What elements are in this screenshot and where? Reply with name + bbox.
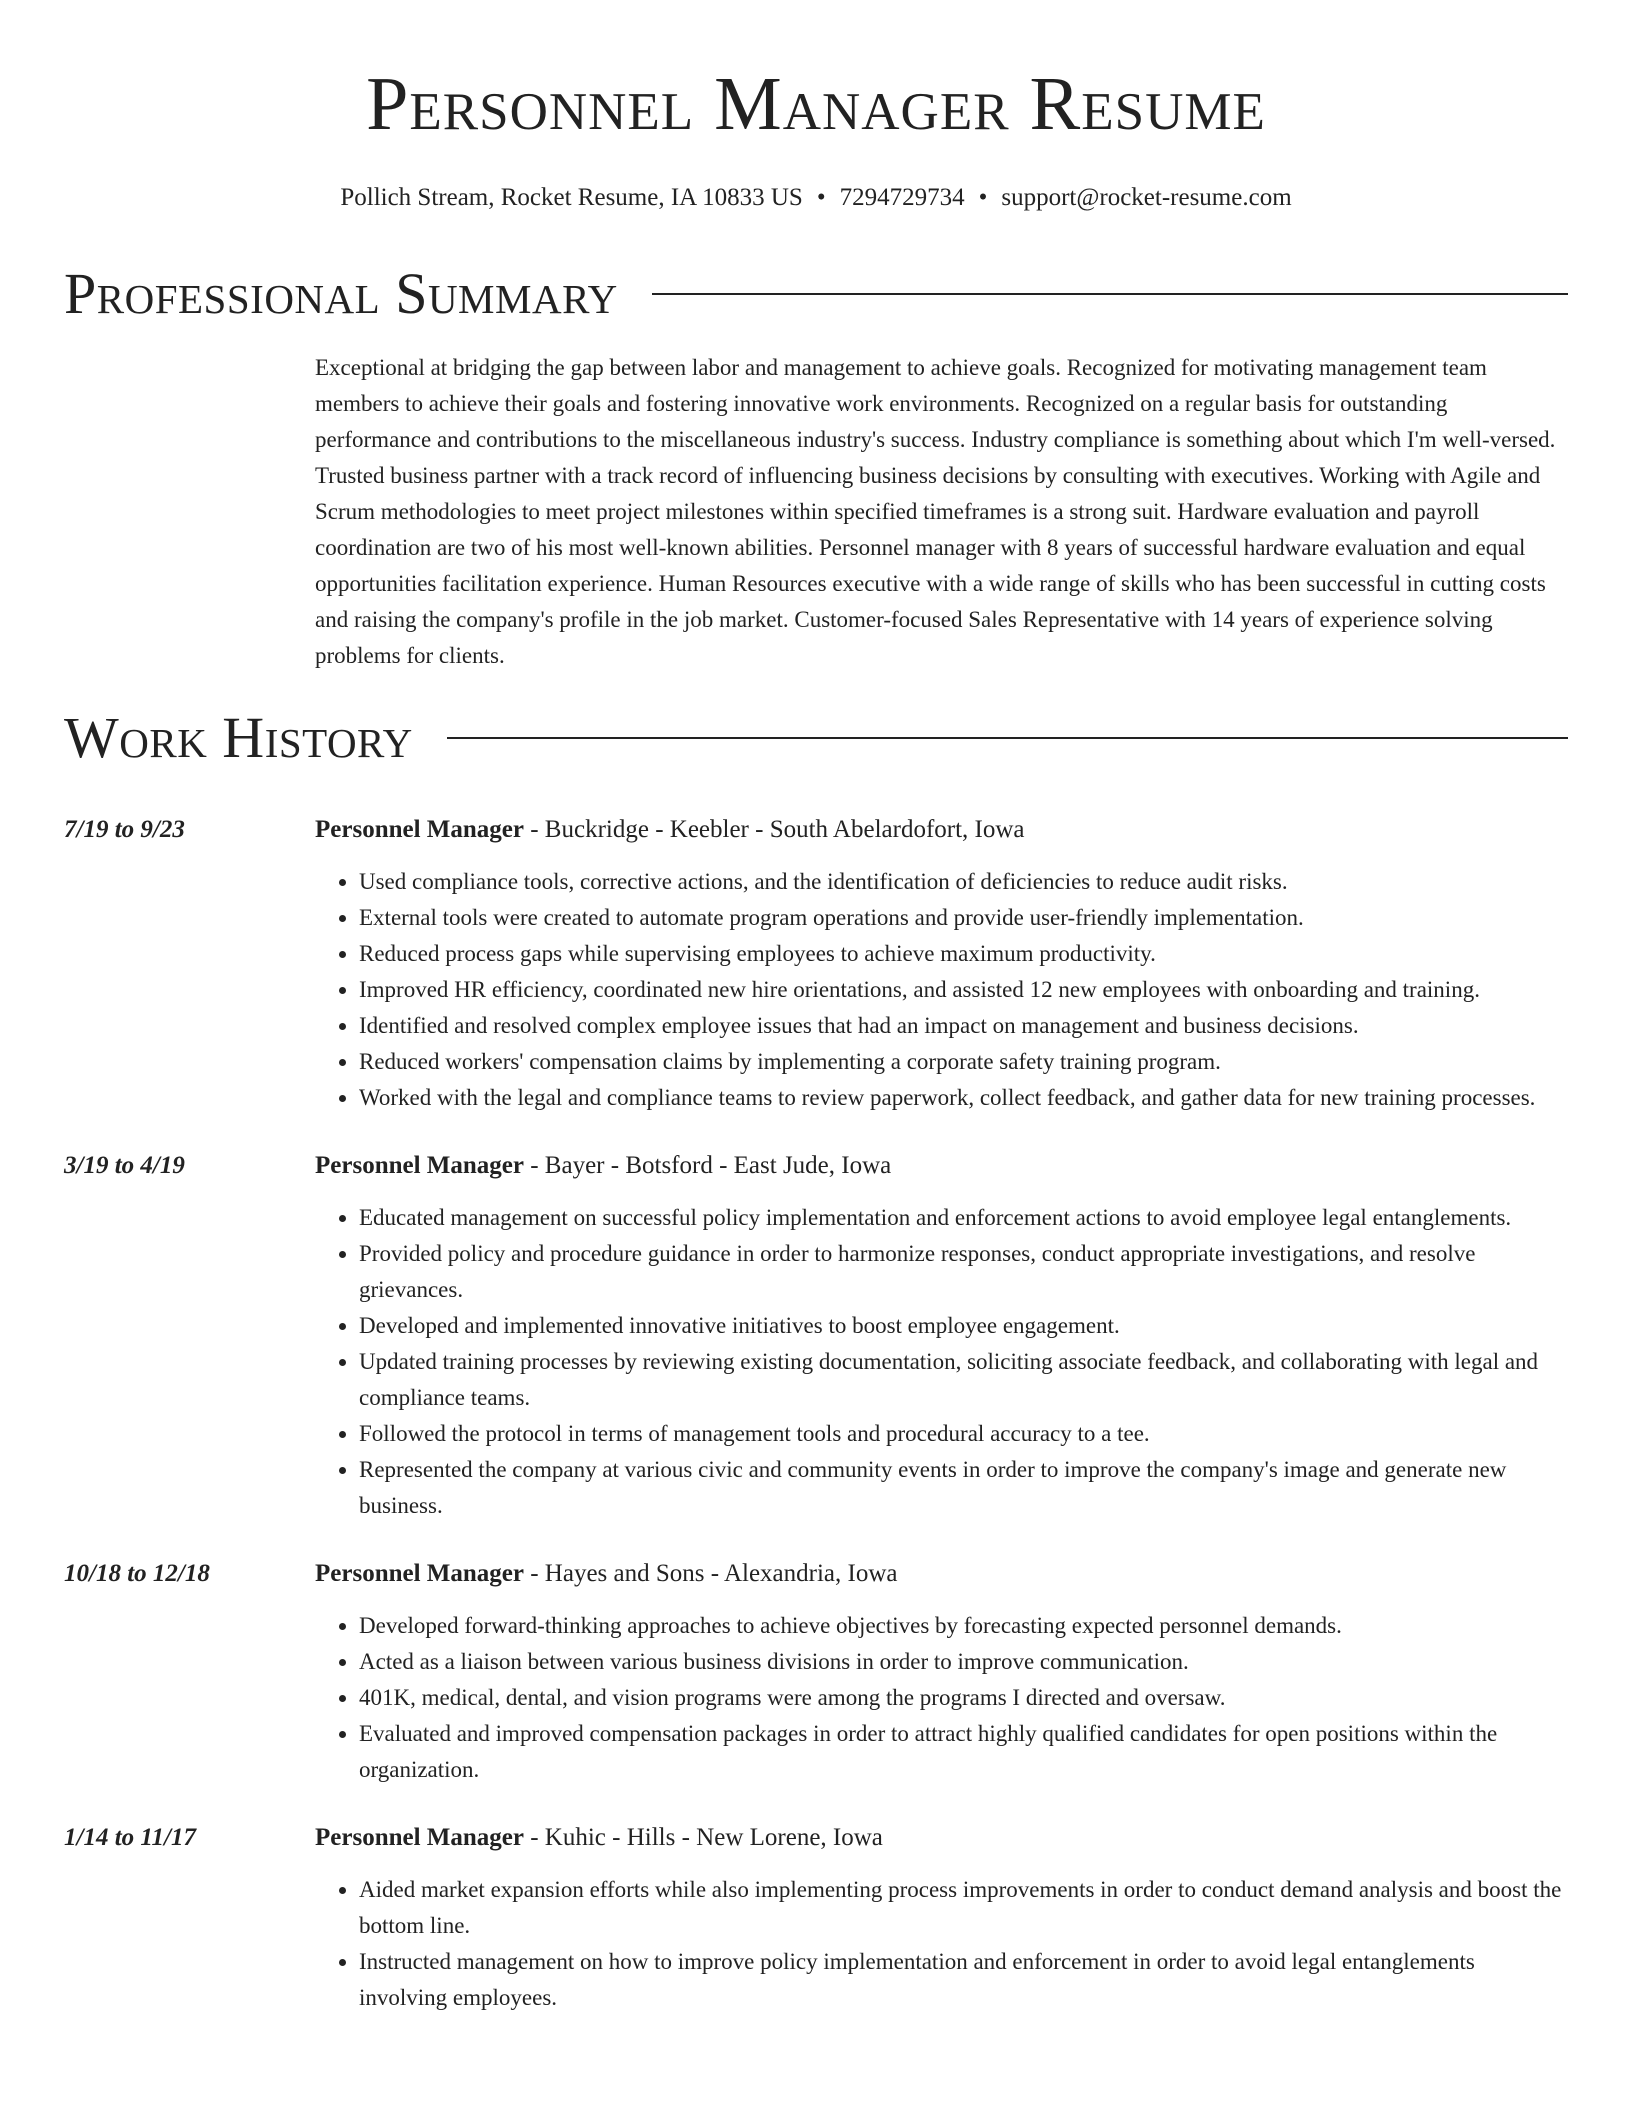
list-item: • Reduced process gaps while supervising employees to achieve maximum productivity. bbox=[359, 936, 1568, 972]
list-item: • Evaluated and improved compensation packages in order to attract highly qualified candidates for open positions within the organization. bbox=[359, 1716, 1568, 1788]
contact-line bbox=[64, 182, 1568, 214]
job-body bbox=[315, 1556, 1568, 1788]
summary-text: Exceptional at bridging the gap between labor and management to achieve goals. Recognized for motivating management team members to achieve their goals and fostering innovative work environments. Recognized on a regular basis for outstanding performance and contributions to the miscellaneous industry's success. Industry compliance is something about which I'm well-versed. Trusted business partner with a track record of influencing business decisions by consulting with executives. Working with Agile and Scrum methodologies to meet project milestones within specified timeframes is a strong suit. Hardware evaluation and payroll coordination are two of his most well-known abilities. Personnel manager with 8 years of successful hardware evaluation and equal opportunities facilitation experience. Human Resources executive with a wide range of skills who has been successful in cutting costs and raising the company's profile in the job market. Customer-focused Sales Representative with 14 years of experience solving problems for clients. bbox=[315, 355, 1556, 668]
job-title-line bbox=[315, 812, 1568, 848]
job-entry bbox=[64, 812, 1568, 1116]
list-item: • Aided market expansion efforts while also implementing process improvements in order to conduct demand analysis and boost the bottom line. bbox=[359, 1872, 1568, 1944]
job-title-line bbox=[315, 1556, 1568, 1592]
job-body bbox=[315, 1820, 1568, 2016]
section-divider bbox=[447, 737, 1568, 739]
job-entry bbox=[64, 1820, 1568, 2016]
job-company: - Hayes and Sons - Alexandria, Iowa bbox=[523, 1560, 898, 1587]
job-dates: 1/14 to 11/17 bbox=[64, 1824, 196, 1851]
resume-title: Personnel Manager Resume bbox=[366, 62, 1266, 146]
list-item: • Represented the company at various civic and community events in order to improve the company's image and generate new business. bbox=[359, 1452, 1568, 1524]
job-bullets bbox=[315, 1200, 1568, 1524]
job-role: Personnel Manager bbox=[315, 1824, 524, 1851]
job-dates: 3/19 to 4/19 bbox=[64, 1152, 185, 1179]
job-dates: 10/18 to 12/18 bbox=[64, 1560, 210, 1587]
job-bullets bbox=[315, 1872, 1568, 2016]
contact-phone: 7294729734 bbox=[839, 184, 965, 211]
job-bullets bbox=[315, 864, 1568, 1116]
contact-address: Pollich Stream, Rocket Resume, IA 10833 US bbox=[340, 184, 803, 211]
summary-section-title: Professional Summary bbox=[64, 261, 618, 326]
job-title-line bbox=[315, 1148, 1568, 1184]
list-item: • Identified and resolved complex employee issues that had an impact on management and business decisions. bbox=[359, 1008, 1568, 1044]
list-item: • Improved HR efficiency, coordinated new hire orientations, and assisted 12 new employees with onboarding and training. bbox=[359, 972, 1568, 1008]
list-item: • Used compliance tools, corrective actions, and the identification of deficiencies to reduce audit risks. bbox=[359, 864, 1568, 900]
list-item: • Educated management on successful policy implementation and enforcement actions to avoid employee legal entanglements. bbox=[359, 1200, 1568, 1236]
contact-separator: • bbox=[816, 184, 826, 211]
job-title-line bbox=[315, 1820, 1568, 1856]
job-company: - Bayer - Botsford - East Jude, Iowa bbox=[523, 1152, 892, 1179]
contact-email: support@rocket-resume.com bbox=[1001, 184, 1292, 211]
list-item: • Developed and implemented innovative initiatives to boost employee engagement. bbox=[359, 1308, 1568, 1344]
list-item: • Worked with the legal and compliance teams to review paperwork, collect feedback, and gather data for new training processes. bbox=[359, 1080, 1568, 1116]
list-item: • Reduced workers' compensation claims by implementing a corporate safety training program. bbox=[359, 1044, 1568, 1080]
summary-section-header bbox=[64, 260, 1568, 328]
job-role: Personnel Manager bbox=[315, 816, 524, 843]
job-entry bbox=[64, 1556, 1568, 1788]
job-dates: 7/19 to 9/23 bbox=[64, 816, 185, 843]
list-item: • External tools were created to automate program operations and provide user-friendly implementation. bbox=[359, 900, 1568, 936]
job-entry bbox=[64, 1148, 1568, 1524]
job-body bbox=[315, 812, 1568, 1116]
list-item: • Updated training processes by reviewing existing documentation, soliciting associate feedback, and collaborating with legal and compliance teams. bbox=[359, 1344, 1568, 1416]
section-divider bbox=[652, 293, 1568, 295]
work-history-section-title: Work History bbox=[64, 705, 413, 770]
job-company: - Buckridge - Keebler - South Abelardofort, Iowa bbox=[523, 816, 1025, 843]
list-item: • Acted as a liaison between various business divisions in order to improve communication. bbox=[359, 1644, 1568, 1680]
resume-header bbox=[64, 0, 1568, 214]
contact-separator: • bbox=[978, 184, 988, 211]
job-bullets bbox=[315, 1608, 1568, 1788]
job-role: Personnel Manager bbox=[315, 1560, 524, 1587]
job-company: - Kuhic - Hills - New Lorene, Iowa bbox=[523, 1824, 883, 1851]
list-item: • Provided policy and procedure guidance in order to harmonize responses, conduct appropriate investigations, and resolve grievances. bbox=[359, 1236, 1568, 1308]
list-item: • Followed the protocol in terms of management tools and procedural accuracy to a tee. bbox=[359, 1416, 1568, 1452]
job-role: Personnel Manager bbox=[315, 1152, 524, 1179]
work-history-section-header bbox=[64, 704, 1568, 772]
list-item: • Instructed management on how to improve policy implementation and enforcement in order to avoid legal entanglements involving employees. bbox=[359, 1944, 1568, 2016]
list-item: • 401K, medical, dental, and vision programs were among the programs I directed and oversaw. bbox=[359, 1680, 1568, 1716]
list-item: • Developed forward-thinking approaches to achieve objectives by forecasting expected personnel demands. bbox=[359, 1608, 1568, 1644]
job-body bbox=[315, 1148, 1568, 1524]
